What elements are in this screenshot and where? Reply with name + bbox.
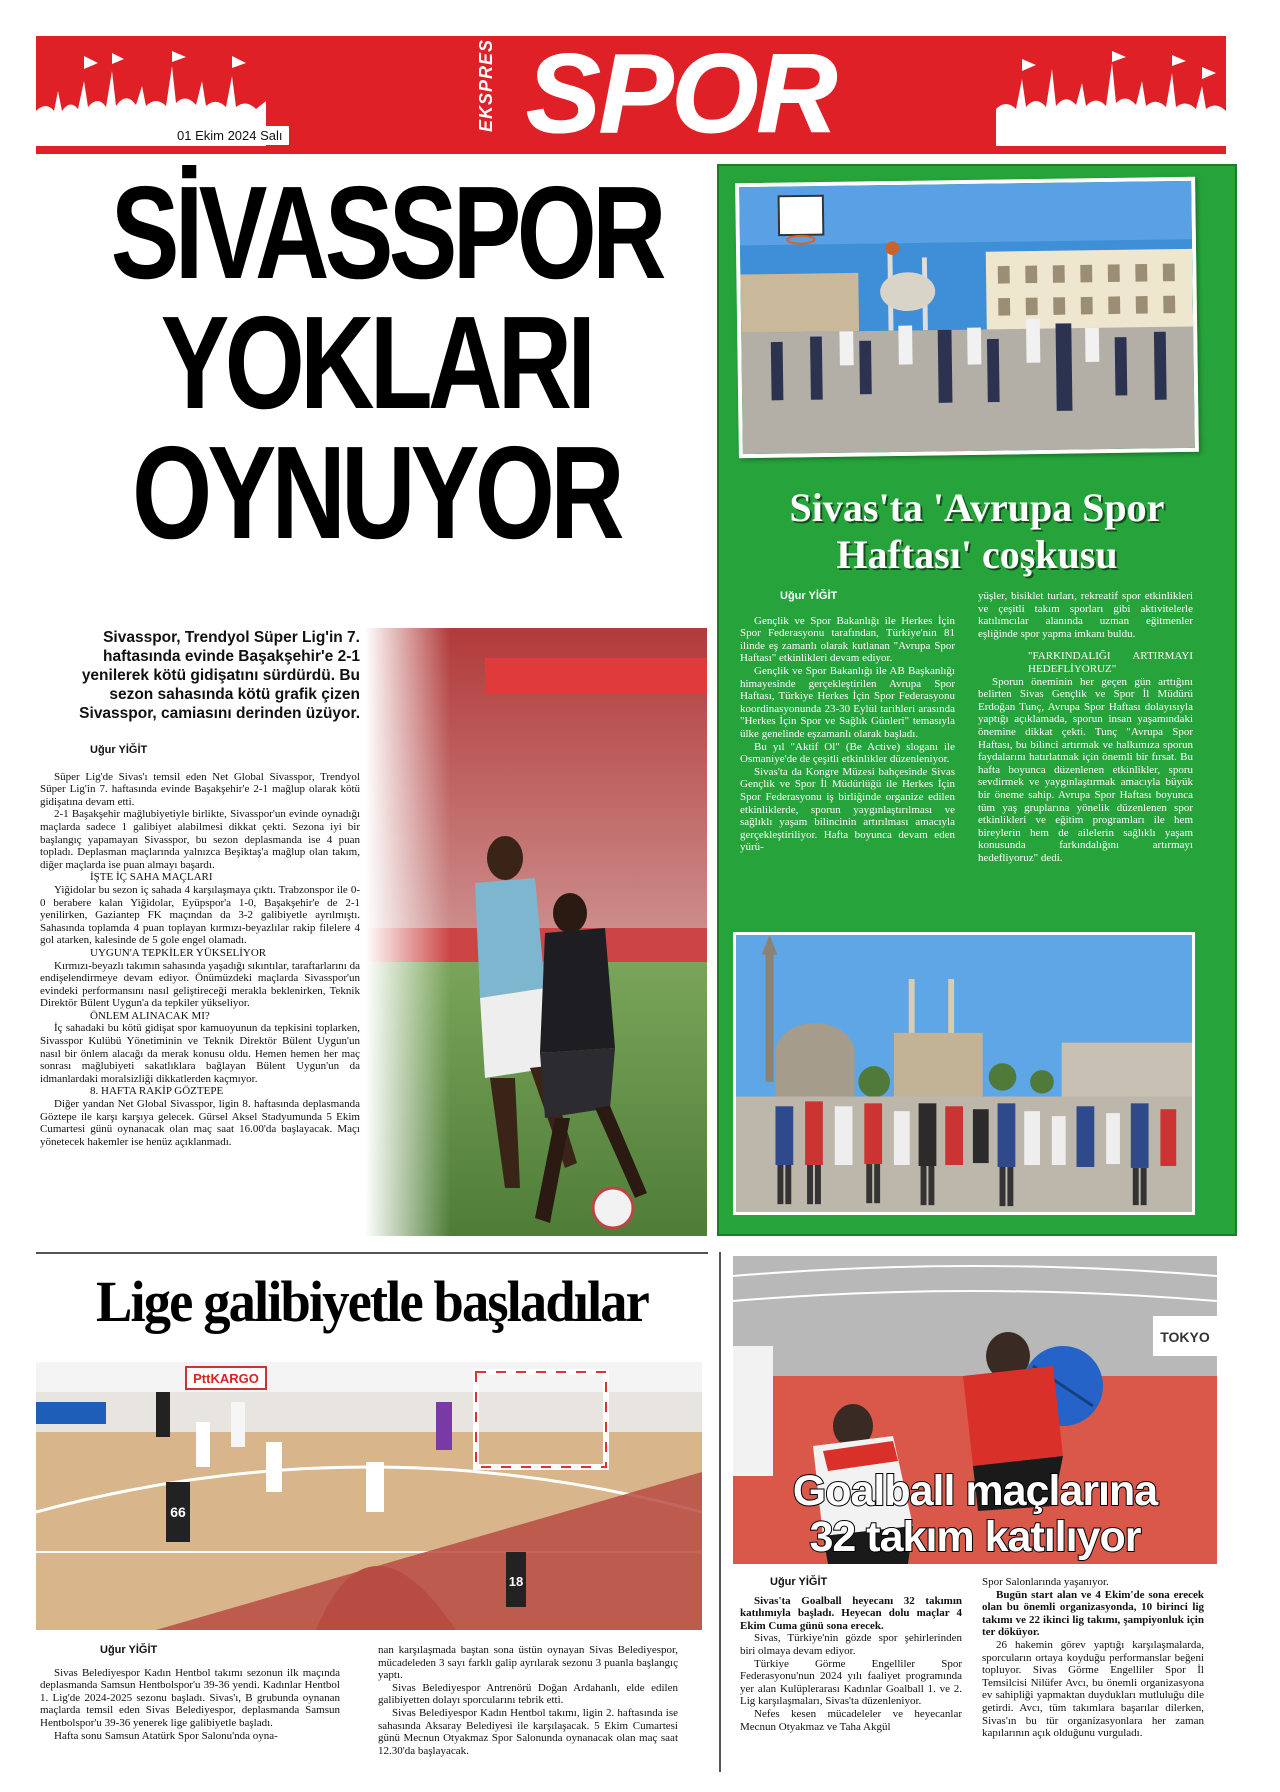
- handball-match-photo: [36, 1362, 702, 1630]
- subheading: 8. HAFTA RAKİP GÖZTEPE: [90, 1085, 224, 1098]
- goalball-photo-banner: TOKYO: [1160, 1329, 1210, 1345]
- subheading: İŞTE İÇ SAHA MAÇLARI: [90, 871, 213, 884]
- soccer-match-photo: [365, 628, 707, 1236]
- paragraph: nan karşılaşmada baştan sona üstün oynayan Sivas Belediyespor, mücadeleden 3 sayı farklı galip ayrılarak sezonu 3 puanla başlangıç yaptı.: [378, 1644, 678, 1682]
- masthead-banner: [36, 36, 1226, 154]
- paragraph: İç sahadaki bu kötü gidişat spor kamuoyunun da tepkisini toplarken, Sivasspor Kulübü Yönetiminin ve Teknik Direktör Bülent Uygun'un nasıl bir önlem alacağı da merak konusu oldu. Hemen hemen her maç sonrası mağlubiyeti sakatlıklara bağlayan Bülent Uygun'un da idmanlardaki moralsizliği dikkatlerden kaçmıyor.: [40, 1022, 360, 1085]
- logo-spor: SPOR: [526, 36, 836, 154]
- byline: Uğur YİĞİT: [90, 744, 148, 756]
- paragraph: Türkiye Görme Engelliler Spor Federasyonu'nun 2024 yılı faaliyet programında yer alan Kulüplerarası Kadınlar Goalball 1. ve 2. Lig karşılaşmaları, Sivas'ta düzenleniyor.: [740, 1657, 962, 1708]
- handball-article-col2: [378, 1644, 678, 1757]
- paragraph: Bu yıl "Aktif Ol" (Be Active) sloganı ile Osmaniye'de de çeşitli etkinlikler düzenleniyor.: [740, 740, 955, 766]
- main-article-body: [40, 744, 360, 1148]
- main-headline-line: SİVASSPOR: [110, 159, 662, 306]
- title-line: Sivas'ta 'Avrupa Spor: [789, 485, 1165, 530]
- crowd-silhouette-right: [996, 51, 1226, 146]
- paragraph: 26 hakemin görev yaptığı karşılaşmalarda, sporcuların ortaya koyduğu performanslar beğeni topluyor. Sivas Görme Engelliler Spor İl Temsilcisi Nilüfer Avcı, bu önemli organizasyona ev sahipliği yapmaktan duydukları mutluluğu dile getirdi. Avcı, tüm takımlara başarılar dilerken, Sivas'ın bu tür organizasyonlara her zaman kapılarının açık olduğunu vurguladı.: [982, 1638, 1204, 1740]
- subheading: "FARKINDALIĞI ARTIRMAYI HEDEFLİYORUZ": [1028, 650, 1193, 675]
- group-photo: [733, 932, 1195, 1215]
- paragraph: Sivas'ta da Kongre Müzesi bahçesinde Sivas Gençlik ve Spor İl Müdürlüğü ile Herkes İçin Spor Federasyonu iş birliğinde organize edilen etkinliklerde, sporun yaygınlaştırılması ve sağlıklı yaşam bilincinin artırılması amacıyla gerçekleştiriliyor. Hafta boyunca devam eden yürü-: [740, 765, 955, 854]
- main-headline-line: YOKLARI: [160, 289, 592, 436]
- title-line: Goalball maçlarına: [792, 1467, 1158, 1515]
- europe-sports-week-title: [717, 484, 1237, 578]
- goalball-article-col2: [982, 1576, 1204, 1740]
- main-headline-line: OYNUYOR: [132, 419, 620, 566]
- paragraph: Hafta sonu Samsun Atatürk Spor Salonu'nda oyna-: [54, 1729, 278, 1742]
- handball-jersey-number: 18: [508, 1574, 524, 1589]
- paragraph: Diğer yandan Net Global Sivasspor, ligin 8. haftasında deplasmanda Göztepe ile karşı karşıya gelecek. Gürsel Aksel Stadyumunda 5 Ekim Cumartesi günü oynanacak olan maç saat 16.00'da başlayacak. Maçı yönetecek hakemler ise henüz açıklanmadı.: [40, 1098, 360, 1148]
- issue-date: 01 Ekim 2024 Salı: [171, 126, 289, 145]
- paragraph: Sivas Belediyespor Kadın Hentbol takımı, ligin 2. haftasında ise sahasında Aksaray Belediyesi ile karşılaşacak. 5 Ekim Cumartesi günü Mecnun Otyakmaz Spor Salonunda oynanacak olan maç saat 12.30'da başlayacak.: [378, 1706, 678, 1757]
- europe-article-col2: [978, 590, 1193, 864]
- subheading: ÖNLEM ALINACAK MI?: [90, 1009, 210, 1022]
- basketball-event-photo: [735, 177, 1199, 458]
- goalball-article-col1: [740, 1576, 962, 1733]
- paragraph: Spor Salonlarında yaşanıyor.: [982, 1576, 1109, 1588]
- byline: Uğur YİĞİT: [780, 590, 838, 602]
- paragraph: Sporun öneminin her geçen gün arttığını belirten Sivas Gençlik ve Spor İl Müdürü Erdoğan Tunç, Avrupa Spor Haftası dolayısıyla yaptığı açıklamada, sporun insan yaşamındaki önemine dikkat çekti. Tunç "Avrupa Spor Haftası, bu bilinci artırmak ve halkımıza sporun faydalarını hatırlatmak için önemli bir fırsat. Bu hafta boyunca düzenlenen etkinlikler, sporu sevdirmek ve yaygınlaştırmak amacıyla büyük bir öneme sahip. Avrupa Spor Haftası boyunca tüm yaş gruplarına yönelik düzenlenen spor etkinlikleri ve eğitim programları ile hem bireylerin hem de ailelerin sağlıklı yaşam konusunda farkındalığını artırmayı hedefliyoruz" dedi.: [978, 675, 1193, 864]
- handball-photo-banner: PttKARGO: [193, 1371, 259, 1386]
- paragraph: Sivas Belediyespor Kadın Hentbol takımı sezonun ilk maçında deplasmanda Samsun Hentbolspor'u 39-36 yendi. Kadınlar Hentbol 1. Lig'de 2024-2025 sezonu başladı. Sivas'ı, B grubunda oynanan maçlarda temsil eden Sivas Belediyespor, deplasmanda Samsun Hentbolspor'u 39-36 yenerek lige galibiyetle başladı.: [40, 1666, 340, 1729]
- paragraph: Gençlik ve Spor Bakanlığı ile AB Başkanlığı himayesinde gerçekleştirilen Avrupa Spor Haftası, Türkiye Herkes İçin Spor Federasyonu koordinasyonunda 23-30 Eylül tarihleri arasında "Herkes İçin Spor ve Sağlık Günleri" temasıyla ülke genelinde eşzamanlı olarak başladı.: [740, 664, 955, 740]
- paragraph: yüşler, bisiklet turları, rekreatif spor etkinlikleri ve çeşitli takım sporları gibi aktivitelerle katılımcılar alanında uzman eğitmenler eşliğinde spor yapma imkanı buldu.: [978, 590, 1193, 640]
- paragraph: 2-1 Başakşehir mağlubiyetiyle birlikte, Sivasspor'un evinde oynadığı maçlarda sadece 1 galibiyet alabilmesi dikkat çekti. Sezona iyi bir başlangıç yapamayan Sivasspor, bu sezon deplasmanda ise 4 puan topladı. Deplasman maçlarında yalnızca Beşiktaş'a mağlup olan takım, diğer maçlarda ise puan almayı başardı.: [40, 808, 360, 871]
- handball-headline: Lige galibiyetle başladılar: [95, 1269, 648, 1334]
- paragraph: Sivas Belediyespor Antrenörü Doğan Ardahanlı, elde edilen galibiyetten dolayı sporcularını tebrik etti.: [378, 1681, 678, 1707]
- byline: Uğur YİĞİT: [770, 1576, 828, 1588]
- handball-jersey-number: 66: [170, 1504, 186, 1520]
- column-divider: [719, 1252, 721, 1772]
- subheading: UYGUN'A TEPKİLER YÜKSELİYOR: [90, 946, 267, 959]
- main-article-lead: Sivasspor, Trendyol Süper Lig'in 7. haftasında evinde Başakşehir'e 2-1 yenilerek kötü gidişatını sürdürdü. Bu sezon sahasında kötü grafik çizen Sivasspor, camiasını derinden üzüyor.: [79, 629, 360, 722]
- goalball-title: [733, 1468, 1217, 1560]
- section-divider: [36, 1252, 708, 1254]
- paragraph: Kırmızı-beyazlı takımın sahasında yaşadığı sıkıntılar, taraftarlarını da endişelendirmeye devam ediyor. Önümüzdeki maçlarda Sivasspor'un evindeki performansını nasıl geliştireceği merakla beklenirken, Teknik Direktör Bülent Uygun'a da tepkiler yükseliyor.: [40, 959, 360, 1010]
- title-line: 32 takım katılıyor: [809, 1513, 1141, 1561]
- paragraph: Nefes kesen mücadeleler ve heyecanlar Mecnun Otyakmaz ve Taha Akgül: [740, 1707, 962, 1733]
- handball-article-col1: [40, 1644, 340, 1742]
- main-headline: [110, 159, 662, 566]
- paragraph: Yiğidolar bu sezon iç sahada 4 karşılaşmaya çıktı. Trabzonspor ile 0-0 berabere kalan Yiğidolar, Eyüpspor'a 1-0, Başakşehir'e de 2-1 yenilirken, Gaziantep FK maçından da 3-2 galibiyetle ayrılmıştı. Sahasında toplamda 4 puan toplayan kırmızı-beyazlılar rakip filelere 4 gol atarken, kalesinde de 5 gole engel olamadı.: [40, 883, 360, 947]
- paragraph: Süper Lig'de Sivas'ı temsil eden Net Global Sivasspor, Trendyol Süper Lig'in 7. haftasında evinde Başakşehir'e 2-1 mağlup olarak kötü gidişatına devam etti.: [40, 770, 360, 808]
- paragraph-lead: Sivas'ta Goalball heyecanı 32 takımın katılımıyla başladı. Heyecan dolu maçlar 4 Ekim Cuma günü sona erecek.: [740, 1594, 962, 1632]
- europe-article-col1: [740, 590, 955, 854]
- title-line: Haftası' coşkusu: [836, 532, 1118, 577]
- byline: Uğur YİĞİT: [100, 1644, 158, 1656]
- logo-ekspres: EKSPRES: [476, 38, 496, 132]
- paragraph: Gençlik ve Spor Bakanlığı ile Herkes İçin Spor Federasyonu tarafından, Türkiye'nin 81 ilinde eş zamanlı olarak kutlanan "Avrupa Spor Haftası" etkinlikleri devam ediyor.: [740, 614, 955, 665]
- paragraph: Sivas, Türkiye'nin gözde spor şehirlerinden biri olmaya devam ediyor.: [740, 1632, 962, 1657]
- paragraph-lead: Bugün start alan ve 4 Ekim'de sona erecek olan bu önemli organizasyonda, 10 birinci lig takımı ve 22 ikinci lig takımı, şampiyonluk için ter döküyor.: [982, 1588, 1204, 1639]
